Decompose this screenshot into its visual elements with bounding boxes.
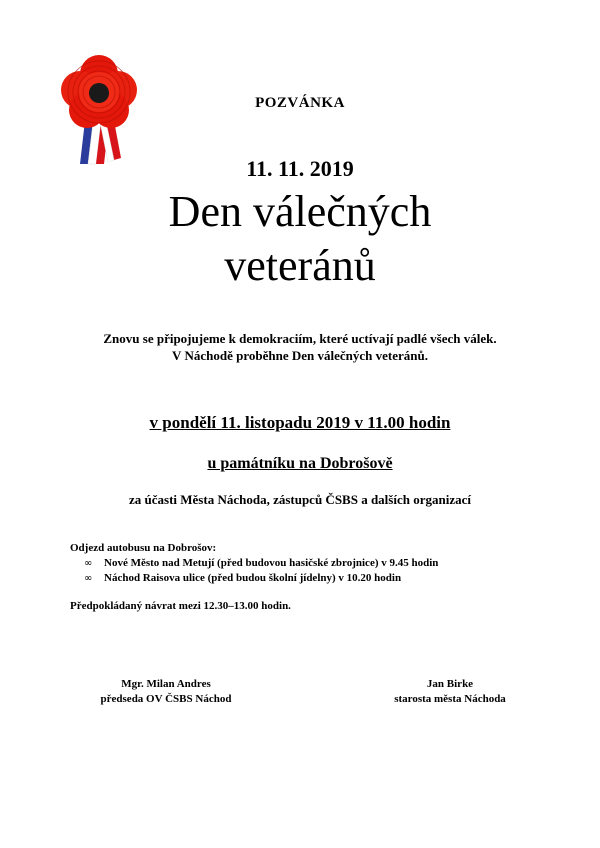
bus-stop-text: Náchod Raisova ulice (před budou školní jídelny) v 10.20 hodin	[104, 572, 402, 584]
event-title-line1: Den válečných	[168, 187, 432, 236]
return-time: Předpokládaný návrat mezi 12.30–13.00 hodin.	[70, 600, 291, 612]
signatory-role: předseda OV ČSBS Náchod	[100, 693, 232, 705]
invitation-heading: POZVÁNKA	[255, 95, 345, 111]
intro-line2: V Náchodě proběhne Den válečných veteránů.	[172, 348, 428, 363]
intro-line1: Znovu se připojujeme k demokraciím, které uctívají padlé všech válek.	[103, 331, 497, 346]
bus-stop-text: Nové Město nad Metují (před budovou hasičské zbrojnice) v 9.45 hodin	[104, 557, 439, 569]
event-location: u památníku na Dobrošově	[207, 455, 393, 472]
intro-paragraph	[0, 330, 600, 364]
list-item	[84, 556, 438, 571]
bus-departure-list	[84, 556, 438, 586]
signature-right	[360, 677, 540, 707]
infinity-bullet-icon: ∞	[84, 573, 93, 584]
infinity-bullet-icon: ∞	[84, 558, 93, 569]
event-date: 11. 11. 2019	[246, 156, 354, 181]
bus-departure-title: Odjezd autobusu na Dobrošov:	[70, 542, 217, 554]
participation-note: za účasti Města Náchoda, zástupců ČSBS a dalších organizací	[129, 492, 471, 507]
signatory-role: starosta města Náchoda	[394, 693, 506, 705]
event-title-line2: veteránů	[224, 241, 376, 290]
event-time: v pondělí 11. listopadu 2019 v 11.00 hodin	[149, 413, 451, 432]
signatory-name: Mgr. Milan Andres	[121, 678, 211, 690]
signature-left	[76, 677, 256, 707]
list-item	[84, 571, 438, 586]
signatory-name: Jan Birke	[426, 678, 474, 690]
